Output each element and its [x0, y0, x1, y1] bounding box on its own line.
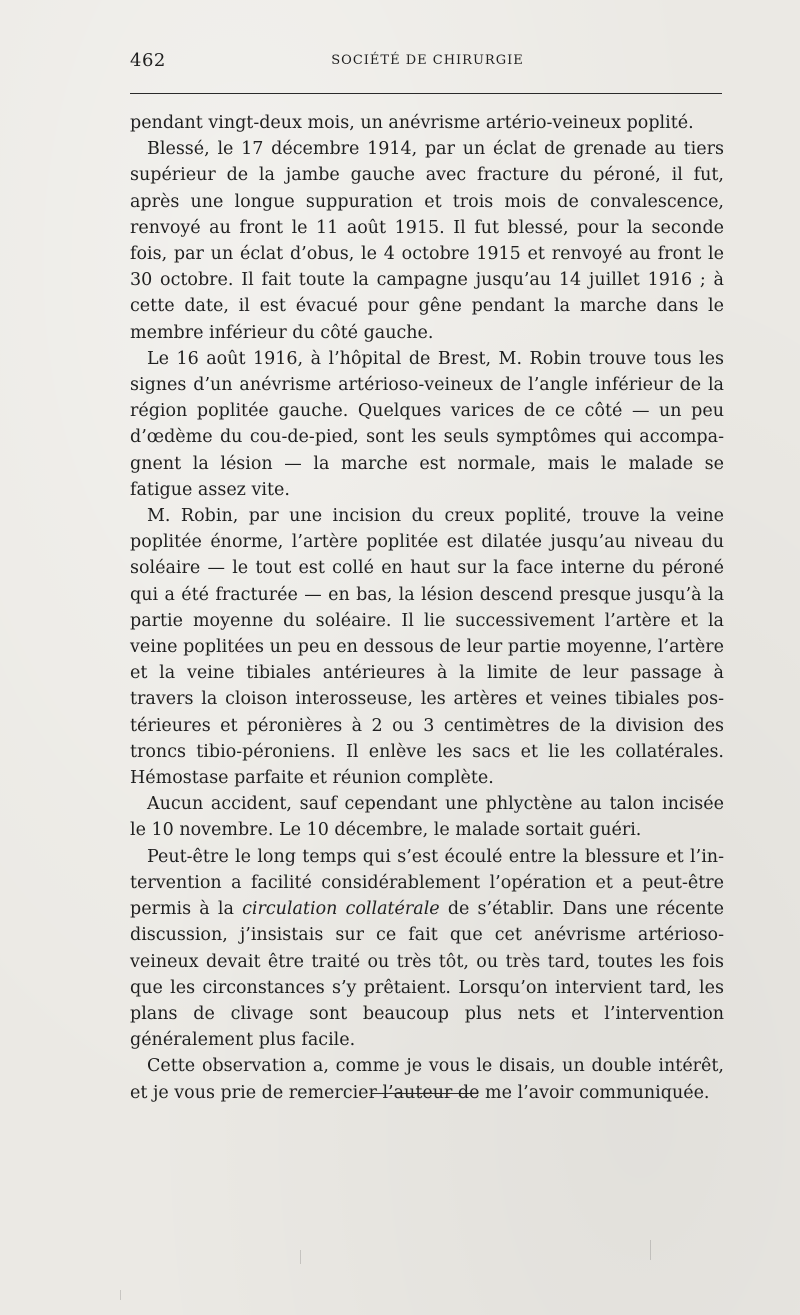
paragraph-injury-history: Blessé, le 17 décembre 1914, par un éclat de grenade au tiers supérieur de la jambe gauche avec fracture du péroné, il fut, après une longue suppuration et trois mois de convalescence, renvoyé au front le 11 août 1915. Il fut blessé, pour la seconde fois, par un éclat d’obus, le 4 octobre 1915 et renvoyé au front le 30 octobre. Il fait toute la campagne jusqu’au 14 juillet 1916 ; à cette date, il est évacué pour gêne pendant la marche dans le membre inférieur du côté gauche.: [130, 139, 724, 343]
page-header: [130, 50, 725, 80]
paper-speck: [300, 1250, 301, 1264]
paragraph-continuation: pendant vingt-deux mois, un anévrisme artério-veineux poplité.: [130, 113, 694, 133]
running-head: SOCIÉTÉ DE CHIRURGIE: [331, 53, 524, 68]
discussion-text-1: Peut-être le long temps qui s’est écoulé entre la blessure et l’intervention a facilité considérablement l’opération et a peut-être permis à la: [130, 846, 724, 920]
paper-speck: [120, 1290, 121, 1300]
end-rule: [372, 1093, 478, 1094]
paragraph-diagnosis: Le 16 août 1916, à l’hôpital de Brest, M. Robin trouve tous les signes d’un anévrisme artérioso-veineux de l’angle inférieur de la région poplitée gauche. Quelques varices de ce côté — un peu d’œdème du cou-de-pied, sont les seuls symptômes qui accompagnent la lésion — la marche est normale, mais le malade se fatigue assez vite.: [130, 348, 724, 500]
discussion-italic-term: circulation collatérale: [242, 899, 440, 920]
paragraph-conclusion: Cette observation a, comme je vous le disais, un double intérêt, et je vous prie de remercier l’auteur de me l’avoir communiquée.: [130, 1056, 724, 1103]
paper-speck: [650, 1240, 651, 1260]
paragraph-operation: M. Robin, par une incision du creux poplité, trouve la veine poplitée énorme, l’artère poplitée est dilatée jusqu’au niveau du soléaire — le tout est collé en haut sur la face interne du péroné qui a été fracturée — en bas, la lésion descend presque jusqu’à la partie moyenne du soléaire. Il lie successivement l’artère et la veine poplitées un peu en dessous de leur partie moyenne, l’artère et la veine tibiales antérieures à la limite de leur passage à travers la cloison interosseuse, les artères et veines tibiales postérieures et péronières à 2 ou 3 centimètres de la division des troncs tibio-péroniens. Il enlève les sacs et lie les collatérales. Hémostase parfaite et réunion complète.: [130, 506, 724, 789]
page-number: 462: [130, 50, 166, 71]
discussion-text-2: de s’établir. Dans une récente discussion, j’insistais sur ce fait que cet anévrisme artérioso-veineux devait être traité ou très tôt, ou très tard, toutes les fois que les circonstances s’y prêtaient. Lorsqu’on intervient tard, les plans de clivage sont beaucoup plus nets et l’intervention généralement plus facile.: [130, 899, 724, 1051]
header-rule: [130, 93, 722, 94]
paragraph-discussion: [130, 844, 724, 1054]
body-text: [130, 110, 724, 1106]
paragraph-outcome: Aucun accident, sauf cependant une phlyctène au talon incisée le 10 novembre. Le 10 décembre, le malade sortait guéri.: [130, 794, 724, 841]
